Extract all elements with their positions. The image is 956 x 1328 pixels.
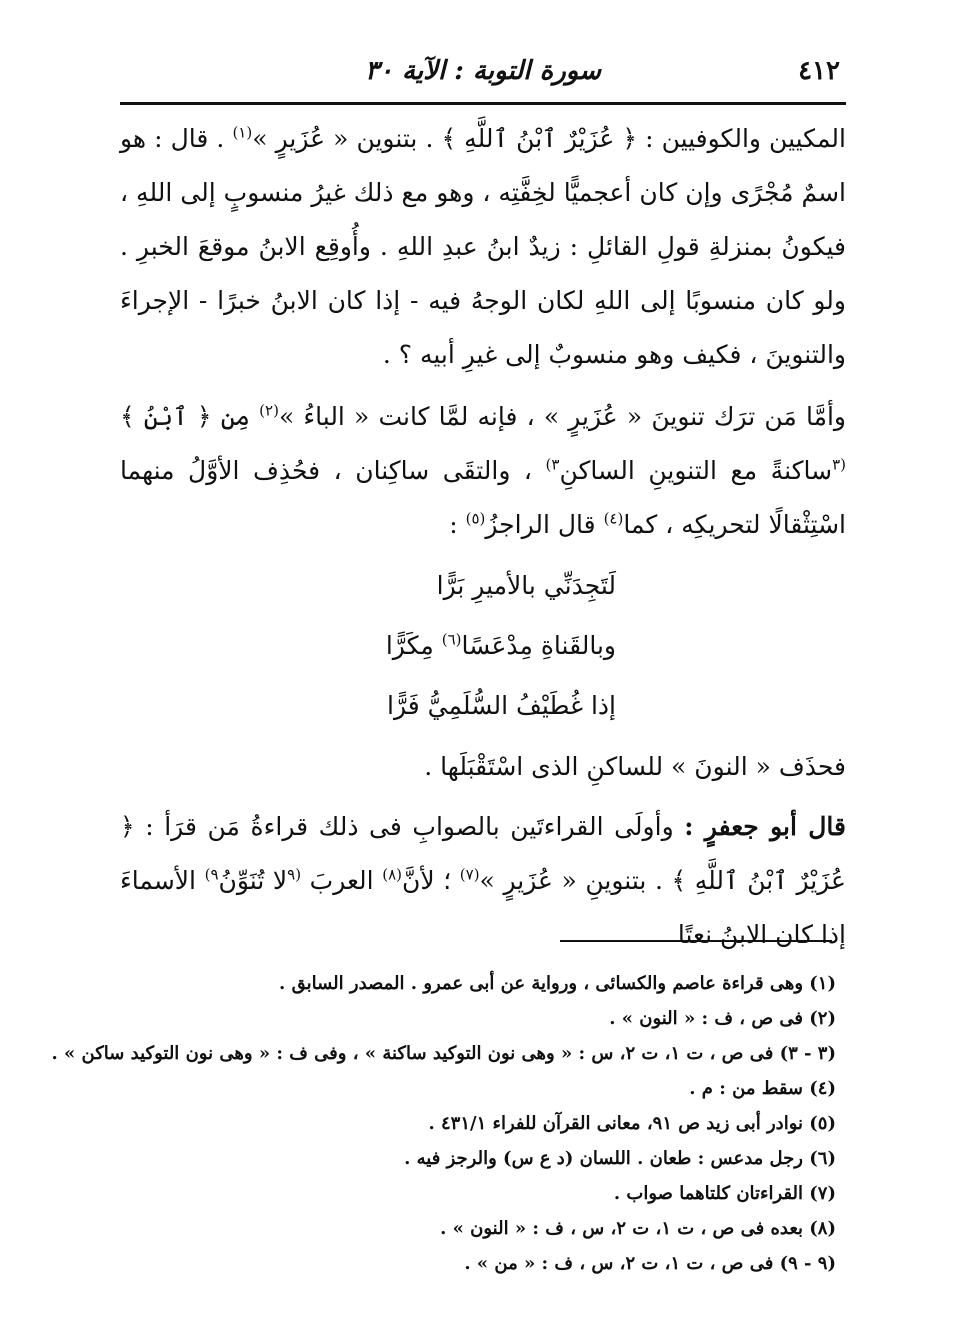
footnote-5: (٥) نوادر أبى زيد ص ٩١، معانى القرآن للفراء ٤٣١/١ . bbox=[428, 1113, 836, 1134]
footnote-ref-9-close: ٩) bbox=[204, 865, 219, 884]
footnote-ref-3-close: ٣) bbox=[545, 455, 560, 474]
footnote-ref-8: (٨) bbox=[382, 865, 402, 884]
p4-text-1: وأولَى القراءتَين بالصوابِ فى ذلك قراءةُ مَن قرَأ : ﴿ عُزَيْرٌ ٱبْنُ ٱللَّهِ ﴾ . بتنوينِ « عُزَيرٍ » bbox=[120, 812, 846, 895]
footnote-ref-6: (٦) bbox=[441, 630, 462, 649]
footnote-ref-3-open: (٣ bbox=[832, 455, 846, 474]
footnote-ref-2: (٢) bbox=[259, 401, 279, 420]
p1-text-1: المكيين والكوفيين : ﴿ عُزَيْرٌ ٱبْنُ ٱللَّهِ ﴾ . بتنوين « عُزَيرٍ » bbox=[252, 124, 846, 153]
footnote-1: (١) وهى قراءة عاصم والكسائى ، ورواية عن أبى عمرو . المصدر السابق . bbox=[279, 973, 836, 994]
footnote-ref-1: (١) bbox=[232, 123, 253, 142]
page-number: ٤١٢ bbox=[798, 56, 840, 86]
p4-text-2: ؛ لأنَّ bbox=[402, 866, 460, 895]
footnote-9: (٩ - ٩) فى ص ، ت ١، ت ٢، س ، ف : « من » . bbox=[464, 1253, 836, 1274]
p4-text-3: العربَ bbox=[301, 866, 383, 895]
p2-text-1: وأمَّا مَن ترَك تنوينَ « عُزَيرٍ » ، فإنه لمَّا كانت « الباءُ » bbox=[278, 402, 847, 431]
paragraph-1 bbox=[120, 112, 846, 382]
footnote-ref-4: (٤) bbox=[603, 509, 624, 528]
poem-line-2-b: مِكَرًّا bbox=[385, 631, 442, 660]
p4-text-4: لا تُنَوِّنُ bbox=[218, 866, 288, 895]
p1-text-2: . قال : هو اسمٌ مُجْرًى وإن كان أعجميًّا لخِفَّتِه ، وهو مع ذلك غيرُ منسوبٍ إلى اللهِ ، فيكونُ بمنزلةِ قولِ القائلِ : زيدٌ ابنُ عبدِ اللهِ . وأُوقِع الابنُ موقعَ الخبرِ . ولو كان منسوبًا إلى اللهِ لكان الوجهُ فيه - إذا كان الابنُ خبرًا - الإجراءَ والتنوينَ ، فكيف وهو منسوبٌ إلى غيرِ أبيه ؟ . bbox=[120, 124, 846, 369]
footnote-ref-5: (٥) bbox=[465, 509, 486, 528]
poem bbox=[120, 556, 846, 736]
page-header bbox=[120, 50, 846, 98]
footnotes bbox=[51, 966, 836, 1281]
p2-text-3: ساكنةً مع التنوينِ الساكنِ bbox=[559, 456, 833, 485]
paragraph-4-lead: قال أبو جعفرٍ : bbox=[684, 812, 846, 841]
paragraph-2 bbox=[120, 390, 846, 552]
poem-line-1: لَتَجِدَنِّي بالأميرِ بَرًّا bbox=[436, 571, 616, 600]
main-text bbox=[120, 112, 846, 962]
footnote-8: (٨) بعده فى ص ، ت ١، ت ٢، س ، ف : « النون » . bbox=[440, 1218, 836, 1239]
paragraph-4 bbox=[120, 800, 846, 962]
header-rule bbox=[120, 102, 846, 105]
paragraph-3: فحذَف « النونَ » للساكنِ الذى اسْتَقْبَلَها . bbox=[424, 752, 846, 781]
footnote-4: (٤) سقط من : م . bbox=[689, 1078, 836, 1099]
footnote-3: (٣ - ٣) فى ص ، ت ١، ت ٢، س : « وهى نون التوكيد ساكنة » ، وفى ف : « وهى نون التوكيد ساكن » . bbox=[51, 1043, 836, 1064]
poem-line-3: إذا غُطَيْفُ السُّلَمِيُّ فَرًّا bbox=[387, 691, 616, 720]
p2-text-6: : bbox=[449, 510, 466, 539]
footnote-6: (٦) رجل مدعس : طعان . اللسان (د ع س) والرجز فيه . bbox=[404, 1148, 836, 1169]
p2-text-2: مِن ﴿ ٱبْنُ ﴾ bbox=[120, 402, 260, 431]
footnote-ref-9-open: (٩ bbox=[287, 865, 302, 884]
footnote-ref-7: (٧) bbox=[459, 865, 480, 884]
running-title: سورة التوبة : الآية ٣٠ bbox=[365, 56, 601, 86]
footnote-2: (٢) فى ص ، ف : « النون » . bbox=[609, 1008, 836, 1029]
poem-line-2-a: وبالقَناةِ مِدْعَسًا bbox=[461, 631, 616, 660]
p2-text-4: ، والتقَى ساكِنان ، فحُذِف الأوَّلُ منهما اسْتِثْقالًا لتحريكِه ، كما bbox=[120, 456, 846, 539]
footnote-7: (٧) القراءتان كلتاهما صواب . bbox=[613, 1183, 836, 1204]
footnote-rule bbox=[560, 940, 832, 942]
p4-text-5: الأسماءَ إذا كان الابنُ نعتًا bbox=[120, 866, 846, 949]
p2-text-5: قال الراجزُ bbox=[485, 510, 604, 539]
poem-line-2 bbox=[120, 616, 616, 676]
